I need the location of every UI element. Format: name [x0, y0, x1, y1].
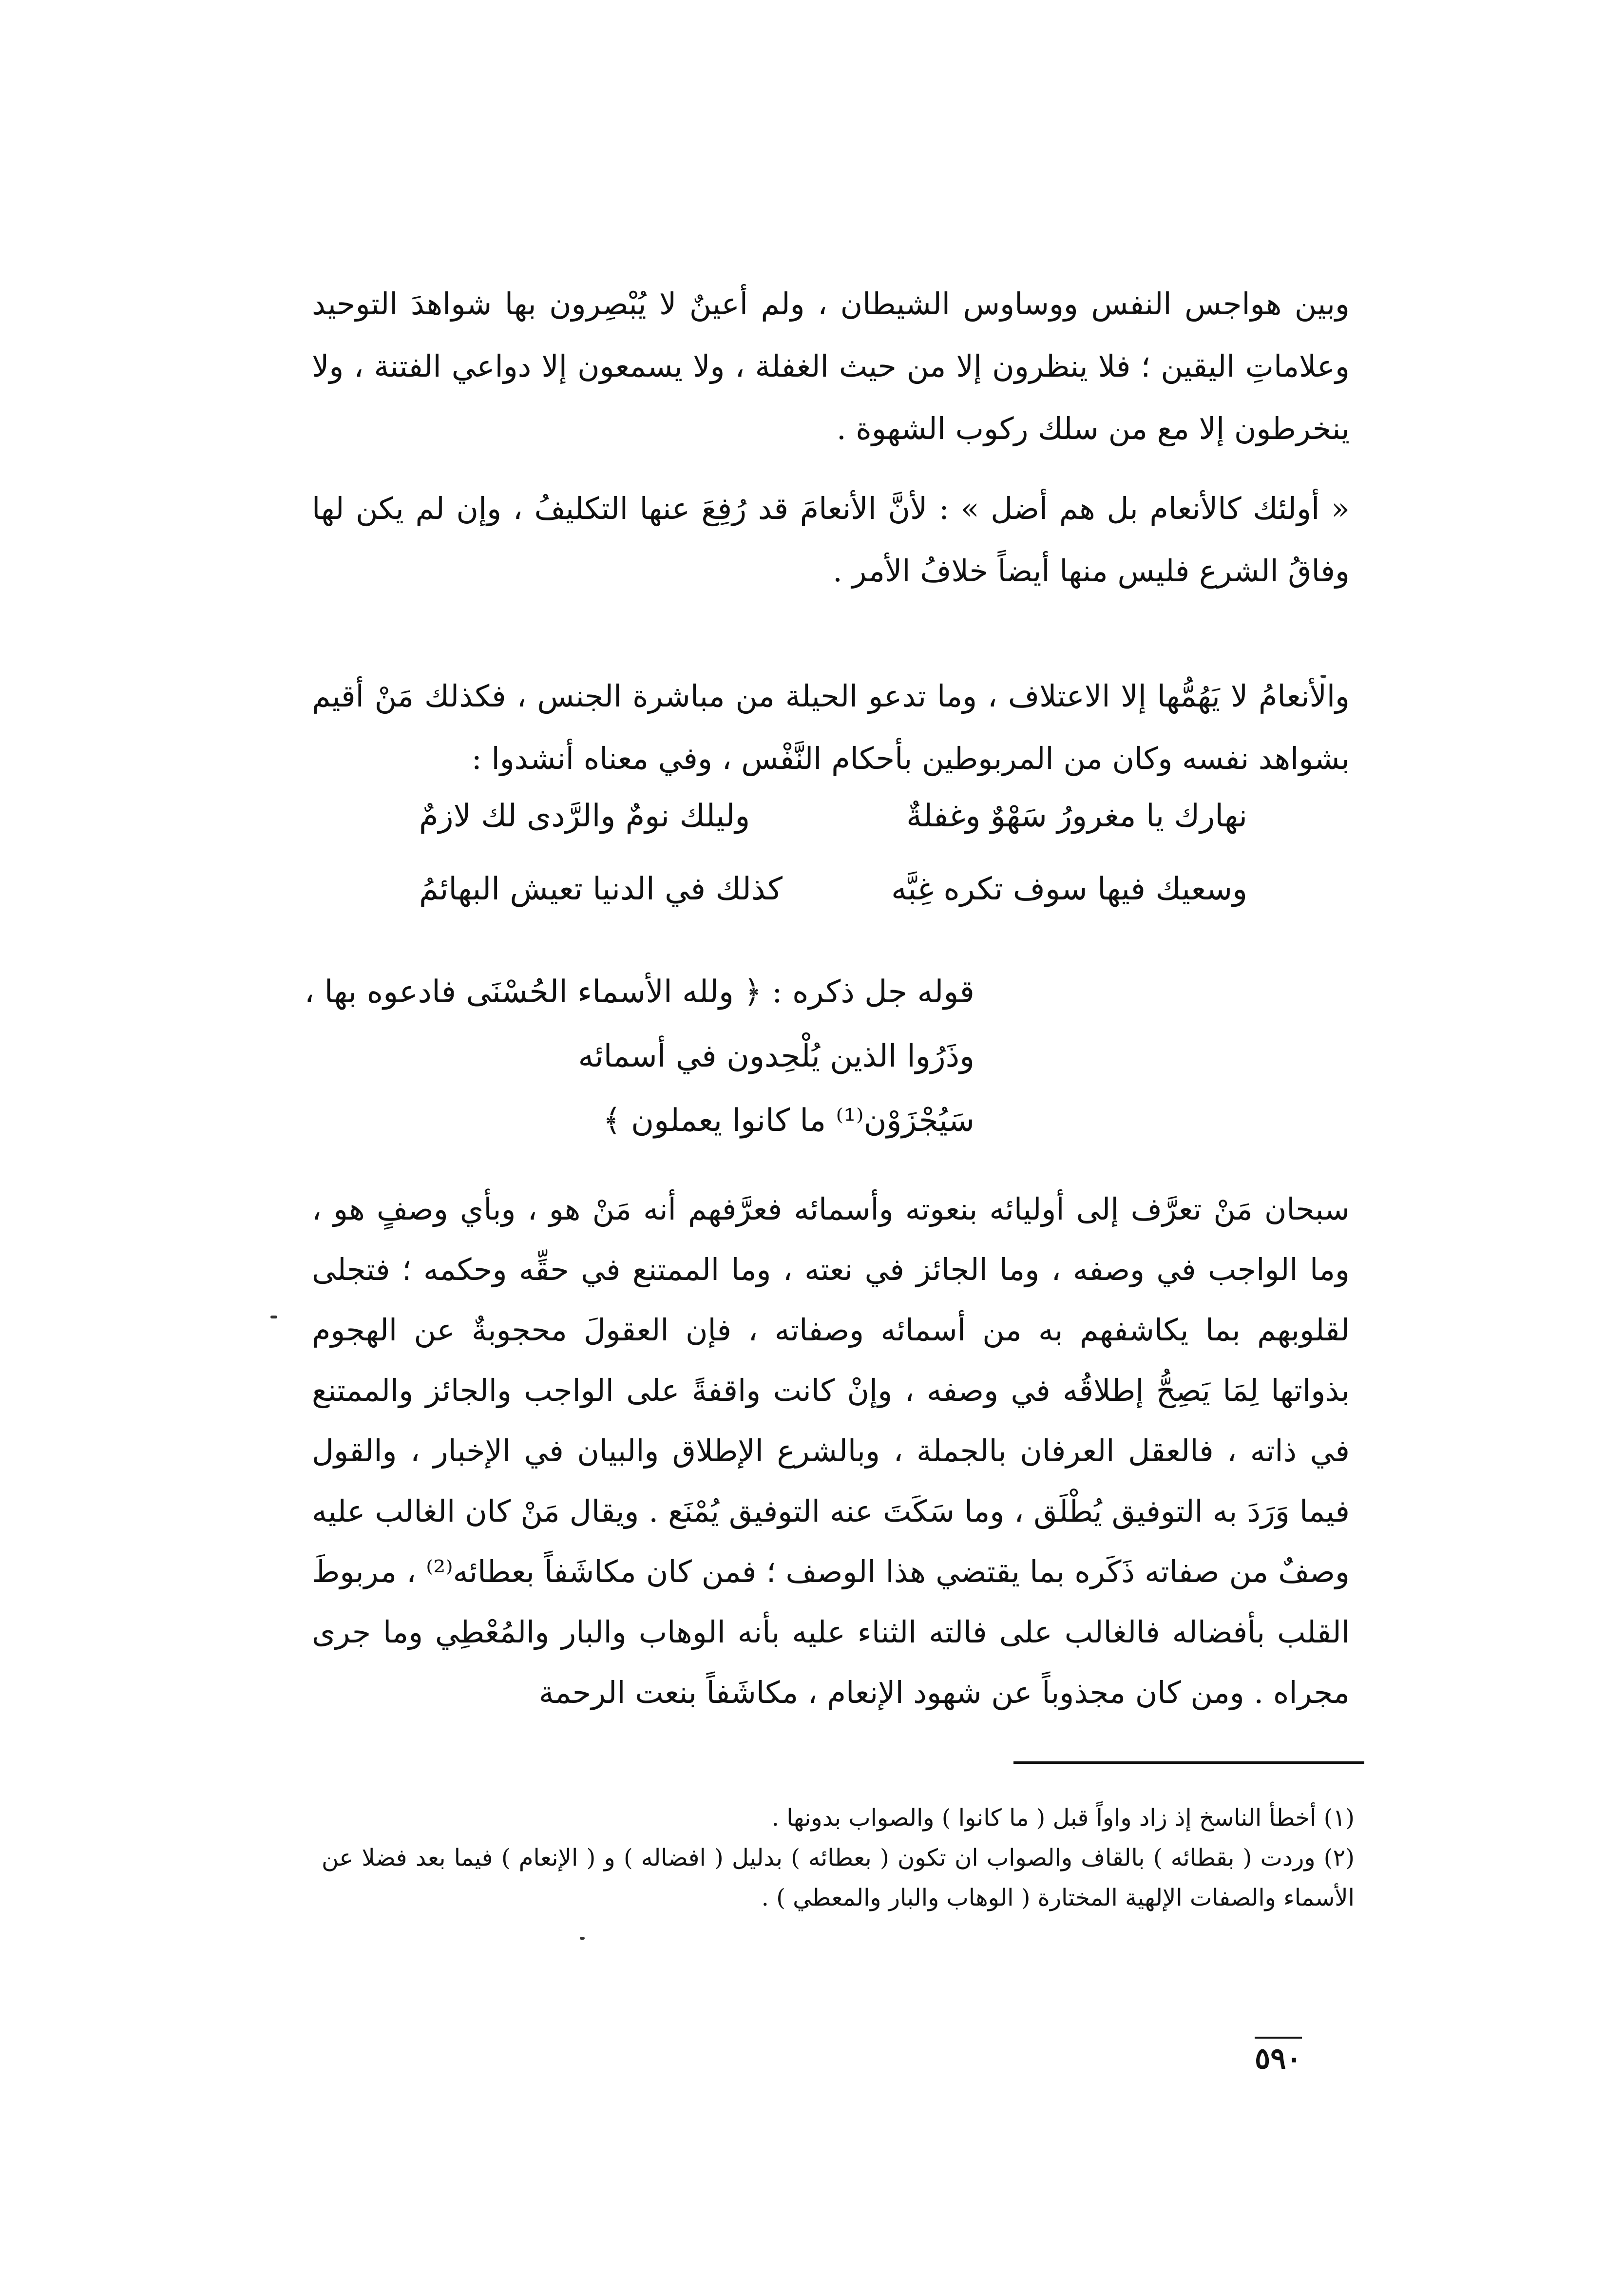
paragraph-nafs: والأنعامُ لا يَهُمُّها إلا الاعتلاف ، وما تدعو الحيلة من مباشرة الجنس ، فكذلك مَنْ أقيم بشواهد نفسه وكان من المربوطين بأحكام النَّفْس ، وفي معناه أنشدوا :: [312, 678, 1350, 776]
footnote-2: (٢) وردت ( بقطائه ) بالقاف والصواب ان تكون ( بعطائه ) بدليل ( افضاله ) و ( الإنعام ) فيما بعد فضلا عن الأسماء والصفات الإلهية المختارة ( الوهاب والبار والمعطي ) .: [322, 1844, 1355, 1911]
paragraph-commentary: سبحان مَنْ تعرَّف إلى أوليائه بنعوته وأسمائه فعرَّفهم أنه مَنْ هو ، وبأي وصفٍ هو ، وما الواجب في وصفه ، وما الجائز في نعته ، وما الممتنع في حقِّه وحكمه ؛ فتجلى لقلوبهم بما يكاشفهم به من أسمائه وصفاته ، فإن العقولَ محجوبةٌ عن الهجوم بذواتها لِمَا يَصِحُّ إطلاقُه في وصفه ، وإنْ كانت واقفةً على الواجب والجائز والممتنع في ذاته ، فالعقل العرفان بالجملة ، وبالشرع الإطلاق والبيان في الإخبار ، والقول فيما وَرَدَ به التوفيق يُطْلَق ، وما سَكَتَ عنه التوفيق يُمْنَع . ويقال مَنْ كان الغالب عليه وصفٌ من صفاته ذَكَره بما يقتضي هذا الوصف ؛ فمن كان مكاشَفاً بعطائه⁽²⁾ ، مربوطَ القلب بأفضاله فالغالب على فالته الثناء عليه بأنه الوهاب والبار والمُعْطِي وما جرى مجراه . ومن كان مجذوباً عن شهود الإنعام ، مكاشَفاً بنعت الرحمة: [312, 1191, 1350, 1710]
stray-mark: [580, 1937, 585, 1940]
quran-line-2: وذَرُوا الذين يُلْحِدون في أسمائه: [578, 1038, 974, 1074]
paragraph-intro: وبين هواجس النفس ووساوس الشيطان ، ولم أعينٌ لا يُبْصِرون بها شواهدَ التوحيد وعلاماتِ اليقين ؛ فلا ينظرون إلا من حيث الغفلة ، ولا يسمعون إلا دواعي الفتنة ، ولا ينخرطون إلا مع من سلك ركوب الشهوة .: [312, 286, 1350, 446]
paragraph-anaam: « أولئك كالأنعام بل هم أضل » : لأنَّ الأنعامَ قد رُفِعَ عنها التكليفُ ، وإن لم يكن لها وفاقُ الشرع فليس منها أيضاً خلافُ الأمر .: [312, 491, 1350, 589]
footnotes: [322, 1798, 1355, 1918]
footnote-1: (١) أخطأ الناسخ إذ زاد واواً قبل ( ما كانوا ) والصواب بدونها .: [771, 1804, 1355, 1832]
hemistich-right: وسعيك فيها سوف تكره غِبَّه: [891, 871, 1247, 907]
hemistich-left: وليلك نومٌ والرَّدى لك لازمٌ: [419, 798, 750, 834]
verse-line-2: [419, 853, 1247, 926]
stray-mark: [1320, 675, 1326, 678]
stray-mark: [270, 1316, 277, 1318]
page-number: ٥٩٠: [1255, 2037, 1302, 2076]
poetry-verse: [419, 780, 1247, 926]
footnote-divider: [1013, 1761, 1364, 1764]
quran-line-3: سَيُجْزَوْن⁽¹⁾ ما كانوا يعملون ﴾: [603, 1103, 974, 1139]
hemistich-right: نهارك يا مغرورُ سَهْوٌ وغفلةٌ: [906, 798, 1247, 834]
verse-line-1: [419, 780, 1247, 853]
quran-verse: [304, 960, 974, 1153]
quran-line-1: قوله جل ذكره : ﴿ ولله الأسماء الحُسْنَى فادعوه بها ،: [304, 974, 974, 1010]
hemistich-left: كذلك في الدنيا تعيش البهائمُ: [419, 871, 783, 907]
